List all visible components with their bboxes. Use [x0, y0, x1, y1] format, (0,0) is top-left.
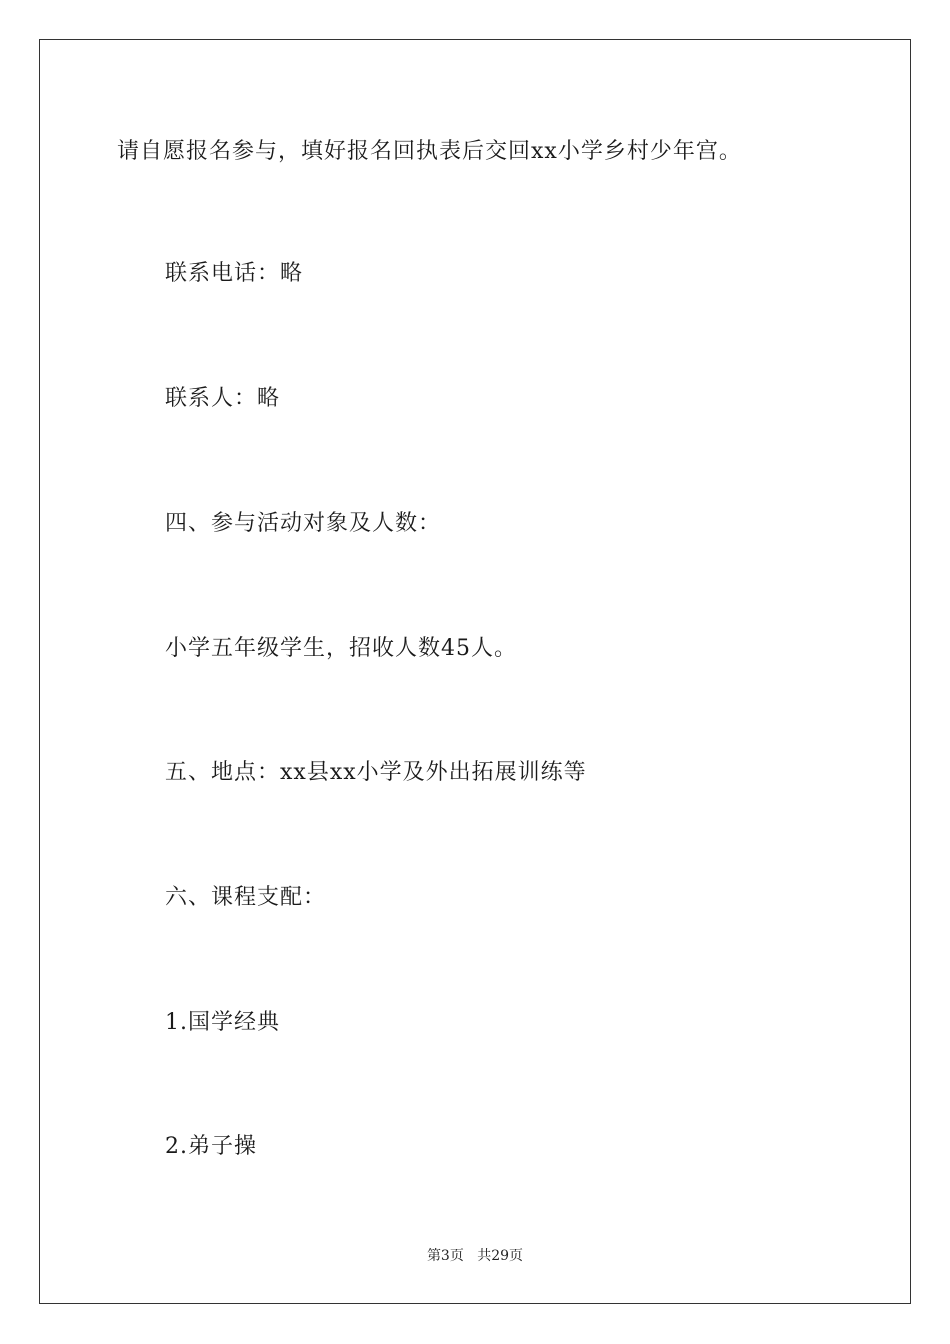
- contact-person: 联系人：略: [165, 386, 281, 411]
- participants-description: 小学五年级学生，招收人数45人。: [165, 636, 517, 661]
- course-item-2: 2.弟子操: [165, 1134, 257, 1159]
- page-footer: [0, 1246, 950, 1266]
- total-pages: 共29页: [477, 1248, 524, 1264]
- section-heading-participants: 四、参与活动对象及人数：: [165, 511, 442, 536]
- course-item-1: 1.国学经典: [165, 1010, 280, 1035]
- contact-phone: 联系电话：略: [165, 261, 304, 286]
- section-heading-courses: 六、课程支配：: [165, 885, 327, 910]
- section-heading-location: 五、地点：xx县xx小学及外出拓展训练等: [165, 760, 587, 785]
- registration-instruction: 请自愿报名参与，填好报名回执表后交回xx小学乡村少年宫。: [117, 139, 742, 164]
- page-border: [39, 39, 911, 1304]
- page-number: 第3页: [426, 1248, 464, 1264]
